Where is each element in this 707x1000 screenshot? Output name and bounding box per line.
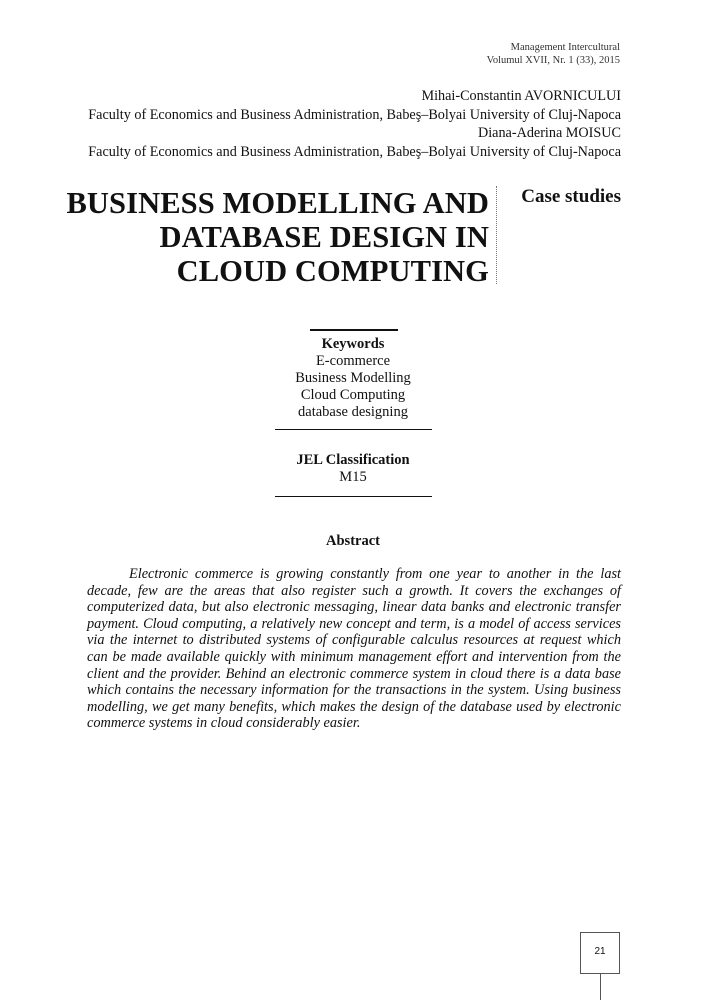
page-number: 21	[594, 946, 606, 957]
title-line: DATABASE DESIGN IN	[159, 220, 489, 254]
author-name: Diana-Aderina MOISUC	[477, 125, 621, 141]
author-block	[88, 87, 621, 161]
abstract-heading: Abstract	[326, 533, 380, 549]
jel-bottom-rule	[275, 496, 432, 497]
keywords-top-rule	[310, 329, 398, 331]
journal-header	[487, 41, 620, 67]
journal-issue: Volumul XVII, Nr. 1 (33), 2015	[486, 55, 620, 66]
keywords-bottom-rule	[275, 429, 432, 430]
keyword-item: Business Modelling	[295, 370, 411, 386]
keyword-item: Cloud Computing	[300, 387, 406, 403]
title-divider	[496, 186, 497, 284]
keyword-item: E-commerce	[315, 353, 391, 369]
author-affiliation: Faculty of Economics and Business Administration, Babeş–Bolyai University of Cluj-Napoca	[88, 143, 621, 160]
jel-block	[253, 452, 453, 486]
title-line: BUSINESS MODELLING AND	[66, 186, 489, 220]
paper-title	[19, 186, 489, 288]
author-name: Mihai-Constantin AVORNICULUI	[421, 88, 621, 104]
keywords-block	[253, 336, 453, 421]
keyword-item: database designing	[298, 404, 408, 420]
page-number-stem	[600, 974, 601, 1000]
jel-heading: JEL Classification	[296, 452, 410, 468]
section-tag: Case studies	[521, 186, 621, 207]
jel-code: M15	[339, 469, 367, 485]
abstract-text: Electronic commerce is growing constantly from one year to another in the last decade, few are the areas that also register such a growth. It covers the exchanges of computerized data, but also electronic messaging, linear data banks and electronic transfer payment. Cloud computing, a relatively new concept and term, is a model of access services via the internet to distributed systems of configurable calculus resources at request which can be made available quickly with minimum management effort and intervention from the client and the provider. Behind an electronic commerce system in cloud there is a data base which contains the necessary information for the transactions in the system. Using business modelling, we get many benefits, which makes the design of the database used by electronic commerce systems in cloud considerably easier.	[87, 566, 621, 732]
title-line: CLOUD COMPUTING	[176, 254, 489, 288]
author-affiliation: Faculty of Economics and Business Administration, Babeş–Bolyai University of Cluj-Napoca	[88, 106, 621, 123]
keywords-heading: Keywords	[321, 336, 385, 352]
journal-name: Management Intercultural	[510, 42, 620, 53]
